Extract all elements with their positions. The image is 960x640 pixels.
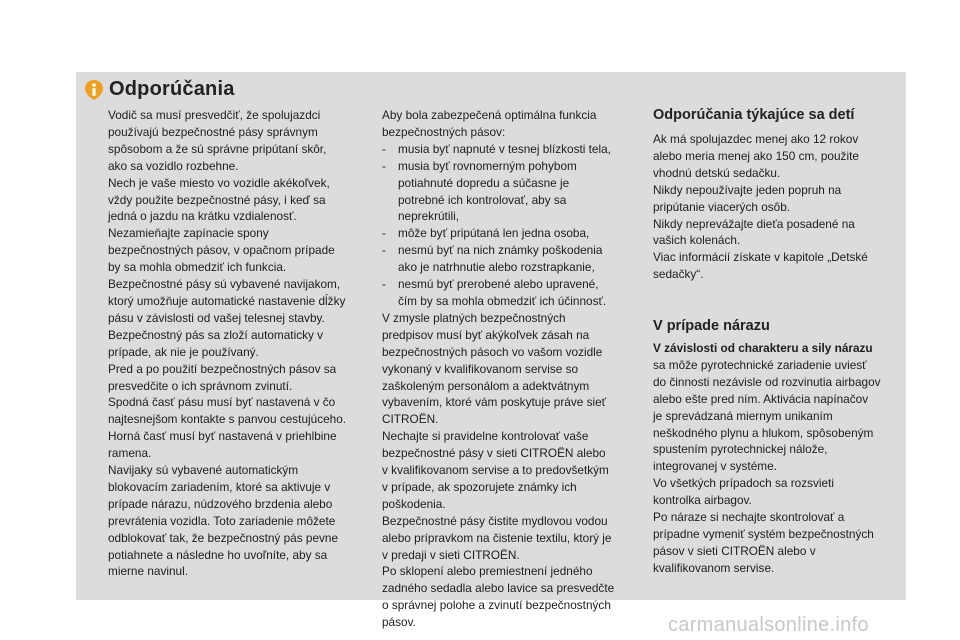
text-line: Vodič sa musí presvedčiť, že spolujazdci	[108, 108, 321, 122]
bullet-dash: -	[382, 158, 386, 173]
text-line: Vo všetkých prípadoch sa rozsvieti	[653, 476, 834, 491]
text-line: sa môže pyrotechnické zariadenie uviesť	[653, 357, 867, 372]
bullet-item	[382, 158, 632, 175]
bullet-dash: -	[382, 141, 386, 156]
text-line: vybavením, ktoré vám poskytuje práve sieť	[382, 395, 607, 410]
text-line: vašich kolenách.	[653, 233, 741, 248]
bullet-text: musia byť napnuté v tesnej blízkosti tela,	[398, 141, 611, 156]
text-line: bezpečnostných pásov, v opačnom prípade	[108, 243, 335, 258]
column-children-advice	[653, 131, 903, 283]
bullet-text: neprekrútili,	[398, 209, 459, 224]
text-line: pripútanie viacerých osôb.	[653, 199, 791, 214]
page-title: Odporúčania	[109, 78, 235, 100]
text-line: Nikdy nepoužívajte jeden popruh na	[653, 182, 842, 197]
bullet-text: čím by sa mohla obmedziť ich účinnosť.	[398, 293, 607, 308]
text-line: jedná o jazdu na krátku vzdialenosť.	[108, 209, 297, 224]
text-line: V zmysle platných bezpečnostných	[382, 310, 566, 325]
text-line: Po náraze si nechajte skontrolovať a	[653, 510, 845, 525]
text-line: alebo ešte pred ním. Aktivácia napínačov	[653, 391, 869, 406]
text-line: Nezamieňajte zapínacie spony	[108, 226, 269, 241]
bullet-text: potiahnuté dopredu a súčasne je	[398, 175, 570, 190]
text-line: je sprevádzaná miernym unikaním	[653, 408, 833, 423]
column-general-advice	[108, 107, 370, 580]
bullet-text: musia byť rovnomerným pohybom	[398, 158, 577, 173]
text-line: vykonaný v kvalifikovanom servise so	[382, 361, 579, 376]
text-line: ktorý umožňuje automatické nastavenie dĺžky	[108, 293, 346, 308]
text-line: pásu v závislosti od vašej telesnej stavby.	[108, 310, 325, 325]
text-line: spôsobom a že sú správne pripútaní skôr,	[108, 141, 327, 156]
text-line: ako sa vozidlo rozbehne.	[108, 158, 239, 173]
text-line: kontrolka airbagov.	[653, 493, 752, 508]
text-line: Horná časť musí byť nastavená v priehlbine	[108, 429, 337, 444]
section-title-children: Odporúčania týkajúce sa detí	[653, 107, 855, 123]
text-line: CITROËN.	[382, 412, 439, 427]
text-line: Po sklopení alebo premiestnení jedného	[382, 564, 593, 579]
text-line: vždy použite bezpečnostné pásy, i keď sa	[108, 192, 326, 207]
text-line: blokovacím zariadením, ktoré sa aktivuje v	[108, 479, 331, 494]
text-line: Pred a po použití bezpečnostných pásov sa	[108, 361, 337, 376]
text-line: Bezpečnostný pás sa zloží automaticky v	[108, 327, 324, 342]
bullet-item	[382, 141, 632, 158]
bullet-text: potrebné ich kontrolovať, aby sa	[398, 192, 567, 207]
text-line: mierne navinul.	[108, 564, 188, 579]
text-line: zaškoleným personálom a adektvátnym	[382, 378, 590, 393]
text-line: prevrátenia vozidla. Toto zariadenie môžete	[108, 513, 336, 528]
text-line: prípade, ak nie je používaný.	[108, 344, 259, 359]
text-line: Nech je vaše miesto vo vozidle akékoľvek,	[108, 175, 330, 190]
text-line: poškodenia.	[382, 496, 446, 511]
text-line: pásov v sieti CITROËN alebo v	[653, 543, 816, 558]
text-line: Viac informácií získate v kapitole „Detské	[653, 250, 868, 265]
bullet-text: nesmú byť prerobené alebo upravené,	[398, 277, 599, 292]
bullet-dash: -	[382, 277, 386, 292]
text-line: v prípade, ak spozorujete známky ich	[382, 479, 577, 494]
bullet-text: môže byť pripútaná len jedna osoba,	[398, 226, 590, 241]
column-crash-advice	[653, 340, 903, 577]
bullet-item	[382, 276, 632, 293]
text-line: Nikdy neprevážajte dieťa posadené na	[653, 216, 855, 231]
text-line: potiahnete a následne ho uvoľníte, aby sa	[108, 547, 328, 562]
watermark: carmanualsonline.info	[668, 614, 869, 636]
bullet-item	[382, 225, 632, 242]
text-line: spustením pyrotechnickej nálože,	[653, 442, 828, 457]
column-belt-function	[382, 107, 632, 631]
text-line: do činnosti nezávisle od rozvinutia airbagov	[653, 374, 881, 389]
text-line: bezpečnostných pásov:	[382, 124, 506, 139]
bullet-dash: -	[382, 226, 386, 241]
bullet-text: nesmú byť na nich známky poškodenia	[398, 243, 603, 258]
text-line: predpisov musí byť akýkoľvek zásah na	[382, 327, 590, 342]
text-line: kvalifikovanom servise.	[653, 560, 775, 575]
text-line: odblokovať tak, že bezpečnostný pás pevne	[108, 530, 339, 545]
text-line: prípadne vymeniť systém bezpečnostných	[653, 526, 874, 541]
bullet-item	[382, 242, 632, 259]
text-line: o správnej polohe a zvinutí bezpečnostných	[382, 598, 611, 613]
info-icon	[83, 79, 105, 101]
text-line: bezpečnostné pásy v sieti CITROËN alebo	[382, 446, 606, 461]
text-line: pásov.	[382, 615, 416, 630]
bullet-text: ako je natrhnutie alebo rozstrapkanie,	[398, 260, 595, 275]
text-line: Bezpečnostné pásy čistite mydlovou vodou	[382, 513, 608, 528]
section-title-crash: V prípade nárazu	[653, 318, 770, 334]
text-line: presvedčite o ich správnom zvinutí.	[108, 378, 293, 393]
text-line: používajú bezpečnostné pásy správnym	[108, 124, 318, 139]
text-line: Ak má spolujazdec menej ako 12 rokov	[653, 132, 859, 146]
bullet-dash: -	[382, 243, 386, 258]
text-line: najtesnejšom kontakte s panvou cestujúceho.	[108, 412, 347, 427]
text-line: Aby bola zabezpečená optimálna funkcia	[382, 108, 597, 122]
text-line: alebo prípravkom na čistenie textilu, ktorý je	[382, 530, 612, 545]
text-line: vhodnú detskú sedačku.	[653, 165, 781, 180]
text-line: sedačky“.	[653, 267, 704, 282]
text-line: integrovanej v systéme.	[653, 459, 777, 474]
text-line: ramena.	[108, 446, 152, 461]
text-line: Bezpečnostné pásy sú vybavené navijakom,	[108, 277, 341, 292]
text-line: Nechajte si pravidelne kontrolovať vaše	[382, 429, 589, 444]
text-line: by sa mohla obmedziť ich funkcia.	[108, 260, 287, 275]
text-line: alebo meria menej ako 150 cm, použite	[653, 148, 859, 163]
text-line: prípade nárazu, núdzového brzdenia alebo	[108, 496, 333, 511]
text-line: Navijaky sú vybavené automatickým	[108, 463, 299, 478]
text-line: v predaji v sieti CITROËN.	[382, 547, 520, 562]
text-line: V závislosti od charakteru a sily nárazu	[653, 341, 873, 355]
text-line: zadného sedadla alebo lavice sa presvedčte	[382, 581, 615, 596]
text-line: bezpečnostných pásoch vo vašom vozidle	[382, 344, 603, 359]
text-line: neškodného plynu a hlukom, spôsobeným	[653, 425, 874, 440]
text-line: v kvalifikovanom servise a to predovšetkým	[382, 463, 609, 478]
text-line: Spodná časť pásu musí byť nastavená v čo	[108, 395, 336, 410]
